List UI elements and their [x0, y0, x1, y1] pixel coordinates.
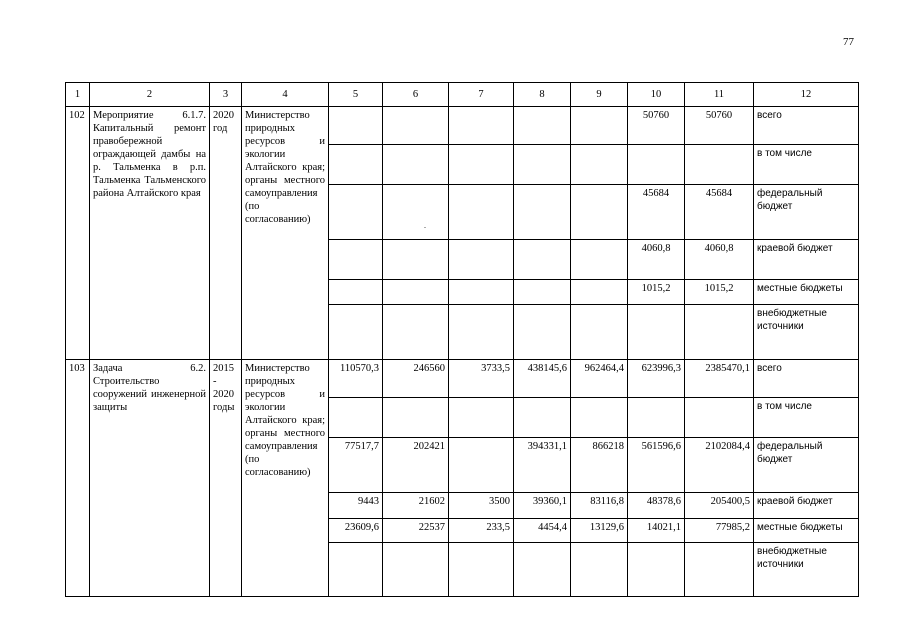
value-cell [628, 305, 685, 360]
funding-source: краевой бюджет [754, 493, 859, 519]
header-cell: 4 [242, 83, 329, 107]
value-cell [383, 185, 449, 240]
value-cell: 13129,6 [571, 519, 628, 543]
value-cell [383, 145, 449, 185]
funding-source: внебюджетные источники [754, 543, 859, 597]
value-cell [571, 185, 628, 240]
value-cell [571, 145, 628, 185]
header-cell: 3 [210, 83, 242, 107]
page-number: 77 [843, 36, 854, 48]
value-cell [685, 305, 754, 360]
funding-source: в том числе [754, 145, 859, 185]
value-cell [685, 145, 754, 185]
value-cell: 83116,8 [571, 493, 628, 519]
value-cell [514, 543, 571, 597]
funding-source: местные бюджеты [754, 519, 859, 543]
value-cell: 50760 [685, 107, 754, 145]
value-cell [449, 145, 514, 185]
value-cell: 2102084,4 [685, 438, 754, 493]
value-cell [449, 280, 514, 305]
value-cell [571, 305, 628, 360]
value-cell: 9443 [329, 493, 383, 519]
value-cell [449, 438, 514, 493]
value-cell [449, 305, 514, 360]
activity-name: Задача 6.2. Строительство сооружений инженерной защиты [90, 360, 210, 597]
value-cell: 561596,6 [628, 438, 685, 493]
value-cell [383, 240, 449, 280]
value-cell [514, 145, 571, 185]
value-cell [449, 543, 514, 597]
header-cell: 6 [383, 83, 449, 107]
value-cell [329, 185, 383, 240]
value-cell [685, 543, 754, 597]
value-cell: 2385470,1 [685, 360, 754, 398]
value-cell: 23609,6 [329, 519, 383, 543]
value-cell: 22537 [383, 519, 449, 543]
header-cell: 1 [66, 83, 90, 107]
header-cell: 9 [571, 83, 628, 107]
funding-source: местные бюджеты [754, 280, 859, 305]
scan-speck [424, 227, 426, 228]
header-cell: 12 [754, 83, 859, 107]
funding-source: всего [754, 107, 859, 145]
value-cell [329, 398, 383, 438]
value-cell [329, 543, 383, 597]
value-cell: 205400,5 [685, 493, 754, 519]
header-cell: 8 [514, 83, 571, 107]
funding-source: федеральный бюджет [754, 438, 859, 493]
value-cell: 77517,7 [329, 438, 383, 493]
funding-source: краевой бюджет [754, 240, 859, 280]
value-cell: 246560 [383, 360, 449, 398]
funding-source: внебюджетные источники [754, 305, 859, 360]
value-cell: 4060,8 [685, 240, 754, 280]
header-cell: 7 [449, 83, 514, 107]
value-cell: 21602 [383, 493, 449, 519]
value-cell: 39360,1 [514, 493, 571, 519]
header-cell: 2 [90, 83, 210, 107]
value-cell: 1015,2 [685, 280, 754, 305]
value-cell [571, 280, 628, 305]
value-cell: 3733,5 [449, 360, 514, 398]
value-cell [571, 107, 628, 145]
value-cell: 233,5 [449, 519, 514, 543]
value-cell: 202421 [383, 438, 449, 493]
value-cell [383, 107, 449, 145]
value-cell [514, 305, 571, 360]
value-cell [514, 185, 571, 240]
header-cell: 5 [329, 83, 383, 107]
header-cell: 11 [685, 83, 754, 107]
header-cell: 10 [628, 83, 685, 107]
value-cell [449, 398, 514, 438]
activity-name: Мероприятие 6.1.7. Капитальный ремонт правобережной ограждающей дамбы на р. Тальменка в р.п. Тальменка Тальменского района Алтайского края [90, 107, 210, 360]
table-row [66, 360, 859, 398]
value-cell: 438145,6 [514, 360, 571, 398]
header-row [66, 83, 859, 107]
value-cell: 1015,2 [628, 280, 685, 305]
value-cell [329, 145, 383, 185]
funding-source: всего [754, 360, 859, 398]
value-cell [628, 398, 685, 438]
value-cell [329, 280, 383, 305]
value-cell: 45684 [628, 185, 685, 240]
value-cell [571, 398, 628, 438]
value-cell [514, 240, 571, 280]
value-cell [383, 543, 449, 597]
funding-source: федеральный бюджет [754, 185, 859, 240]
value-cell: 962464,4 [571, 360, 628, 398]
table-row [66, 107, 859, 145]
value-cell: 4454,4 [514, 519, 571, 543]
value-cell [571, 543, 628, 597]
value-cell [571, 240, 628, 280]
value-cell [628, 543, 685, 597]
value-cell [514, 398, 571, 438]
value-cell: 866218 [571, 438, 628, 493]
value-cell: 48378,6 [628, 493, 685, 519]
value-cell: 50760 [628, 107, 685, 145]
executor: Министерство природных ресурсов и экологии Алтайского края; органы местного самоуправления (по согласованию) [242, 360, 329, 597]
value-cell: 14021,1 [628, 519, 685, 543]
value-cell [329, 107, 383, 145]
value-cell: 4060,8 [628, 240, 685, 280]
value-cell: 45684 [685, 185, 754, 240]
value-cell: 110570,3 [329, 360, 383, 398]
row-number: 102 [66, 107, 90, 360]
value-cell [383, 398, 449, 438]
value-cell [329, 240, 383, 280]
row-number: 103 [66, 360, 90, 597]
value-cell [383, 305, 449, 360]
value-cell: 394331,1 [514, 438, 571, 493]
value-cell: 3500 [449, 493, 514, 519]
value-cell [514, 280, 571, 305]
value-cell [449, 185, 514, 240]
value-cell [628, 145, 685, 185]
value-cell [329, 305, 383, 360]
value-cell: 77985,2 [685, 519, 754, 543]
value-cell [514, 107, 571, 145]
value-cell [685, 398, 754, 438]
executor: Министерство природных ресурсов и экологии Алтайского края; органы местного самоуправления (по согласованию) [242, 107, 329, 360]
value-cell [449, 107, 514, 145]
value-cell: 623996,3 [628, 360, 685, 398]
value-cell [383, 280, 449, 305]
funding-source: в том числе [754, 398, 859, 438]
period: 2015 - 2020 годы [210, 360, 242, 597]
period: 2020 год [210, 107, 242, 360]
budget-table [65, 82, 859, 597]
value-cell [449, 240, 514, 280]
